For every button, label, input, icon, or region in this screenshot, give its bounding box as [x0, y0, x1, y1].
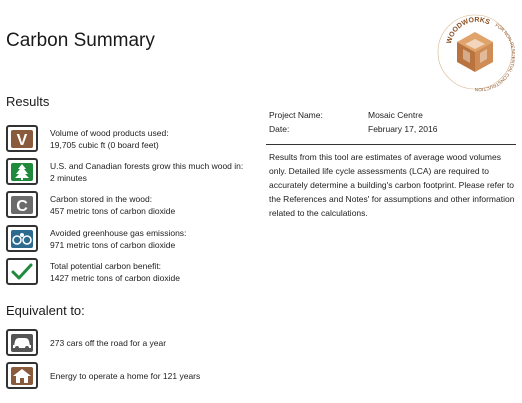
- cube-mark: [457, 32, 493, 72]
- tree-icon: [6, 158, 38, 185]
- equivalent-text: 273 cars off the road for a year: [50, 337, 167, 348]
- woodworks-logo-icon: [435, 12, 515, 92]
- wood-volume-icon: [6, 125, 38, 152]
- result-value: 19,705 cubic ft (0 board feet): [50, 139, 159, 150]
- result-row: [6, 125, 169, 152]
- page-title: Carbon Summary: [6, 30, 155, 51]
- house-icon: [6, 362, 38, 389]
- result-label: Carbon stored in the wood:: [50, 193, 153, 204]
- result-row: [6, 191, 175, 218]
- result-row: [6, 258, 180, 285]
- svg-text:C: C: [16, 197, 28, 215]
- svg-text:V: V: [16, 131, 28, 149]
- result-label: Avoided greenhouse gas emissions:: [50, 227, 187, 238]
- result-row: [6, 225, 186, 252]
- equivalent-heading: Equivalent to:: [6, 303, 85, 318]
- logo-arc-side: FOR NON-RE TIAL CONSTRUCTION: [474, 22, 515, 92]
- project-name-label: Project Name:: [269, 110, 323, 120]
- date-label: Date:: [269, 124, 290, 134]
- result-label: Volume of wood products used:: [50, 127, 169, 138]
- disclaimer-note: Results from this tool are estimates of average wood volumes only. Detailed life cycle assessments (LCA) are required to accurately determine a building's carbon footprint. Please refer to the References and Notes' for assumptions and other information related to the calculations.: [269, 152, 515, 218]
- checkmark-icon: [6, 258, 38, 285]
- result-value: 2 minutes: [50, 172, 87, 183]
- result-label: U.S. and Canadian forests grow this much wood in:: [50, 160, 244, 171]
- car-icon: [6, 329, 38, 356]
- equivalent-text: Energy to operate a home for 121 years: [50, 370, 201, 381]
- logo-arc-top: WOODWORKS: [445, 16, 491, 45]
- result-value: 971 metric tons of carbon dioxide: [50, 239, 176, 250]
- result-label: Total potential carbon benefit:: [50, 260, 162, 271]
- carbon-c-icon: [6, 191, 38, 218]
- result-value: 457 metric tons of carbon dioxide: [50, 205, 176, 216]
- woodworks-logo: [435, 12, 515, 92]
- divider: [266, 144, 516, 145]
- result-row: [6, 158, 243, 185]
- date-value: February 17, 2016: [368, 124, 438, 134]
- project-name-value: Mosaic Centre: [368, 110, 423, 120]
- result-value: 1427 metric tons of carbon dioxide: [50, 272, 180, 283]
- results-heading: Results: [6, 94, 50, 109]
- avoided-emissions-icon: [6, 225, 38, 252]
- equivalent-row: [6, 329, 166, 356]
- equivalent-row: [6, 362, 200, 389]
